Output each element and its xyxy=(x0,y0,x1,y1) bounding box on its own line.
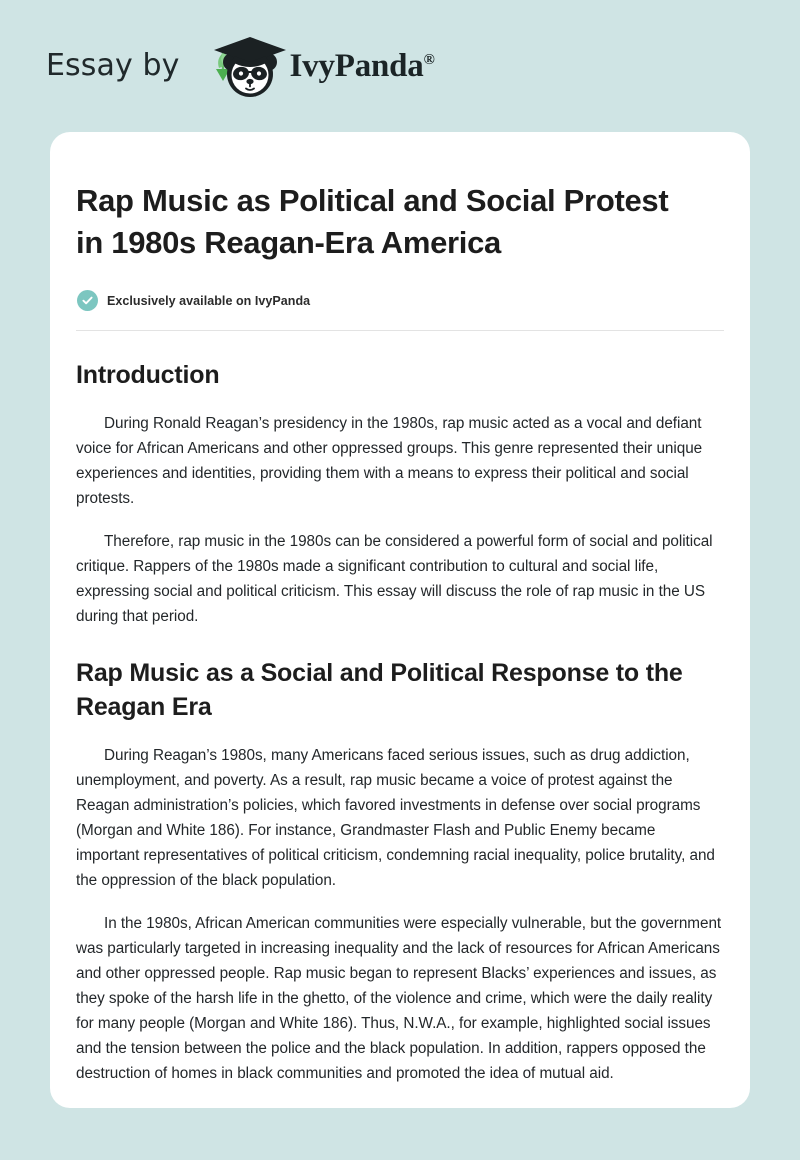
registered-mark: ® xyxy=(423,51,435,68)
title-divider xyxy=(76,330,724,331)
exclusive-availability-badge xyxy=(76,290,722,311)
exclusive-availability-label: Exclusively available on IvyPanda xyxy=(107,293,311,308)
paragraph: Therefore, rap music in the 1980s can be considered a powerful form of social and political critique. Rappers of the 1980s made a significant contribution to cultural and social life, expressing social and political criticism. This essay will discuss the role of rap music in the US during that period. xyxy=(76,533,713,625)
paragraph: In the 1980s, African American communities were especially vulnerable, but the government was particularly targeted in increasing inequality and the lack of resources for African Americans and other oppressed people. Rap music began to represent Blacks’ experiences and issues, as they spoke of the harsh life in the ghetto, of the violence and crime, which were the daily reality for many people (Morgan and White 186). Thus, N.W.A., for example, highlighted social issues and the tension between the police and the black population. In addition, rappers opposed the destruction of homes in black communities and promoted the idea of mutual aid. xyxy=(76,915,722,1082)
paragraph: During Ronald Reagan’s presidency in the 1980s, rap music acted as a vocal and defiant voice for African Americans and other oppressed groups. This genre represented their unique experiences and identities, providing them with a means to express their political and social protests. xyxy=(76,415,703,507)
brand-lockup[interactable] xyxy=(46,29,435,103)
brand-header xyxy=(0,0,800,132)
section-heading-rap-music-response: Rap Music as a Social and Political Response to the Reagan Era xyxy=(76,659,683,721)
paragraph: During Reagan’s 1980s, many Americans faced serious issues, such as drug addiction, unemployment, and poverty. As a result, rap music became a voice of protest against the Reagan administration’s policies, which favored investments in defense over social programs (Morgan and White 186). For instance, Grandmaster Flash and Public Enemy became important representatives of political criticism, condemning racial inequality, police brutality, and the oppression of the black population. xyxy=(76,747,715,889)
panda-graduate-logo-icon xyxy=(198,29,294,103)
essay-paper-card xyxy=(50,132,750,1108)
check-circle-icon xyxy=(77,290,98,311)
section-heading-introduction: Introduction xyxy=(76,361,220,389)
paper-content xyxy=(74,180,724,1086)
essay-by-label: Essay by xyxy=(46,48,180,83)
page-title: Rap Music as Political and Social Protest in 1980s Reagan-Era America xyxy=(76,183,669,260)
brand-wordmark-text: IvyPanda xyxy=(289,47,424,84)
brand-wordmark xyxy=(289,47,435,84)
